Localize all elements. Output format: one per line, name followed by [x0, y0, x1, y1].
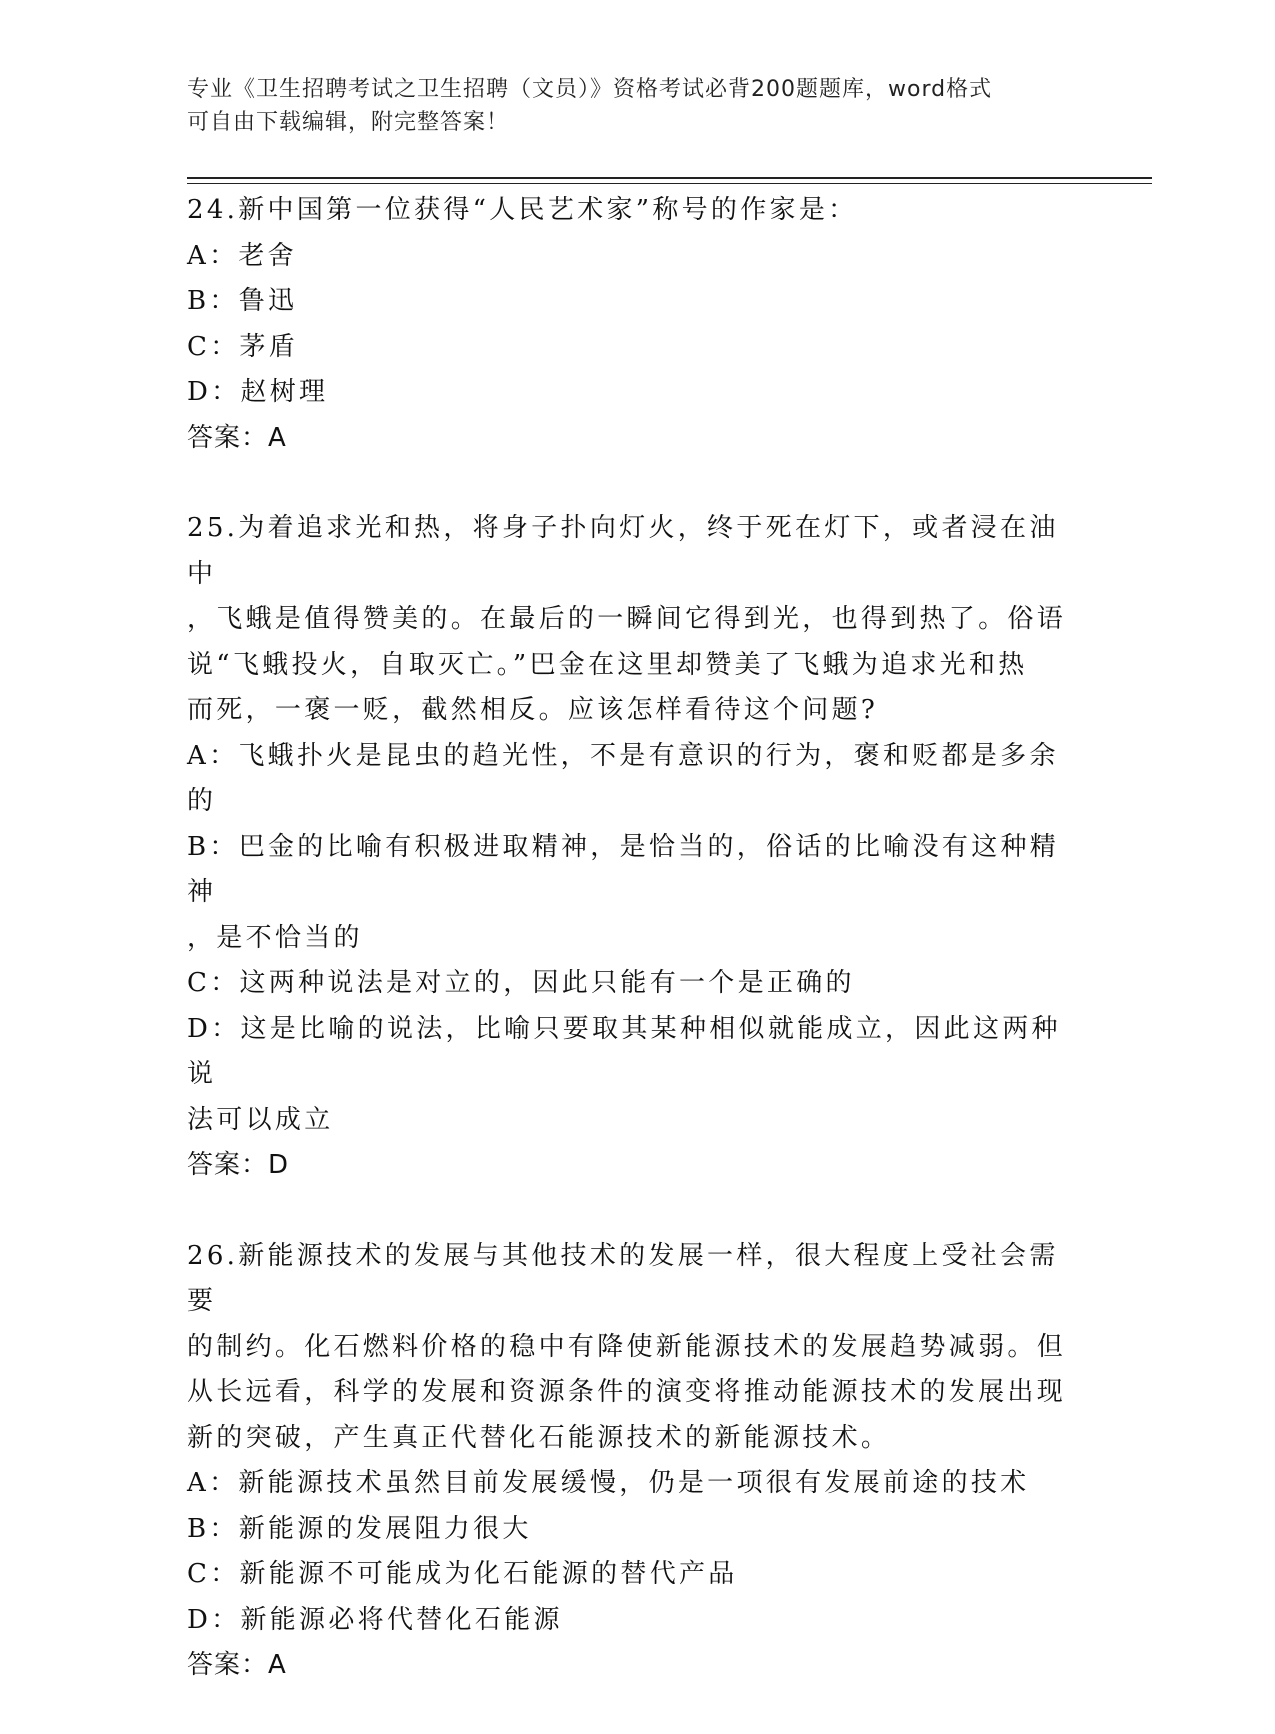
question-stem-line: 26.新能源技术的发展与其他技术的发展一样，很大程度上受社会需要 [187, 1240, 1059, 1316]
option-a: A：飞蛾扑火是昆虫的趋光性，不是有意识的行为，褒和贬都是多余的 [187, 740, 1059, 816]
header-line-1: 专业《卫生招聘考试之卫生招聘（文员）》资格考试必背200题题库，word格式 [187, 77, 993, 102]
option-b: B：巴金的比喻有积极进取精神，是恰当的，俗话的比喻没有这种精神 [187, 831, 1060, 907]
option-c: C：这两种说法是对立的，因此只能有一个是正确的 [187, 968, 855, 998]
question-stem-line: 25.为着追求光和热，将身子扑向灯火，终于死在灯下，或者浸在油中 [187, 513, 1059, 589]
question-25 [187, 506, 1077, 1189]
question-stem-line: ，飞蛾是值得赞美的。在最后的一瞬间它得到光，也得到热了。俗语 [187, 604, 1067, 634]
header-line-2: 可自由下载编辑，附完整答案！ [187, 110, 510, 135]
option-b: B：新能源的发展阻力很大 [187, 1513, 532, 1544]
question-stem-line: 新的突破，产生真正代替化石能源技术的新能源技术。 [187, 1422, 891, 1453]
option-c: C：新能源不可能成为化石能源的替代产品 [187, 1559, 738, 1589]
question-stem-line: 24.新中国第一位获得“人民艺术家”称号的作家是： [187, 195, 858, 225]
option-d: D：新能源必将代替化石能源 [187, 1604, 563, 1635]
question-stem-line: 的制约。化石燃料价格的稳中有降使新能源技术的发展趋势减弱。但 [187, 1331, 1067, 1362]
question-stem-line: 而死，一褒一贬，截然相反。应该怎样看待这个问题? [187, 695, 879, 725]
option-d-continued: 法可以成立 [187, 1104, 334, 1135]
question-24 [187, 188, 1077, 461]
option-c: C：茅盾 [187, 331, 299, 362]
question-stem-line: 从长远看，科学的发展和资源条件的演变将推动能源技术的发展出现 [187, 1377, 1067, 1407]
question-stem-line: 说“飞蛾投火，自取灭亡。”巴金在这里却赞美了飞蛾为追求光和热 [187, 649, 1028, 680]
option-b-continued: ，是不恰当的 [187, 922, 363, 953]
answer: 答案：A [187, 422, 287, 453]
answer: 答案：A [187, 1650, 287, 1680]
answer: 答案：D [187, 1150, 290, 1180]
question-26 [187, 1234, 1077, 1689]
question-list [187, 188, 1077, 1734]
option-d: D：赵树理 [187, 377, 329, 407]
option-a: A：老舍 [187, 240, 297, 271]
option-d: D：这是比喻的说法，比喻只要取其某种相似就能成立，因此这两种说 [187, 1013, 1061, 1089]
option-b: B：鲁迅 [187, 286, 298, 316]
header-rule-thin [187, 183, 1152, 184]
option-a: A：新能源技术虽然目前发展缓慢，仍是一项很有发展前途的技术 [187, 1468, 1030, 1498]
document-header [187, 73, 1067, 139]
header-rule-thick [187, 177, 1152, 179]
